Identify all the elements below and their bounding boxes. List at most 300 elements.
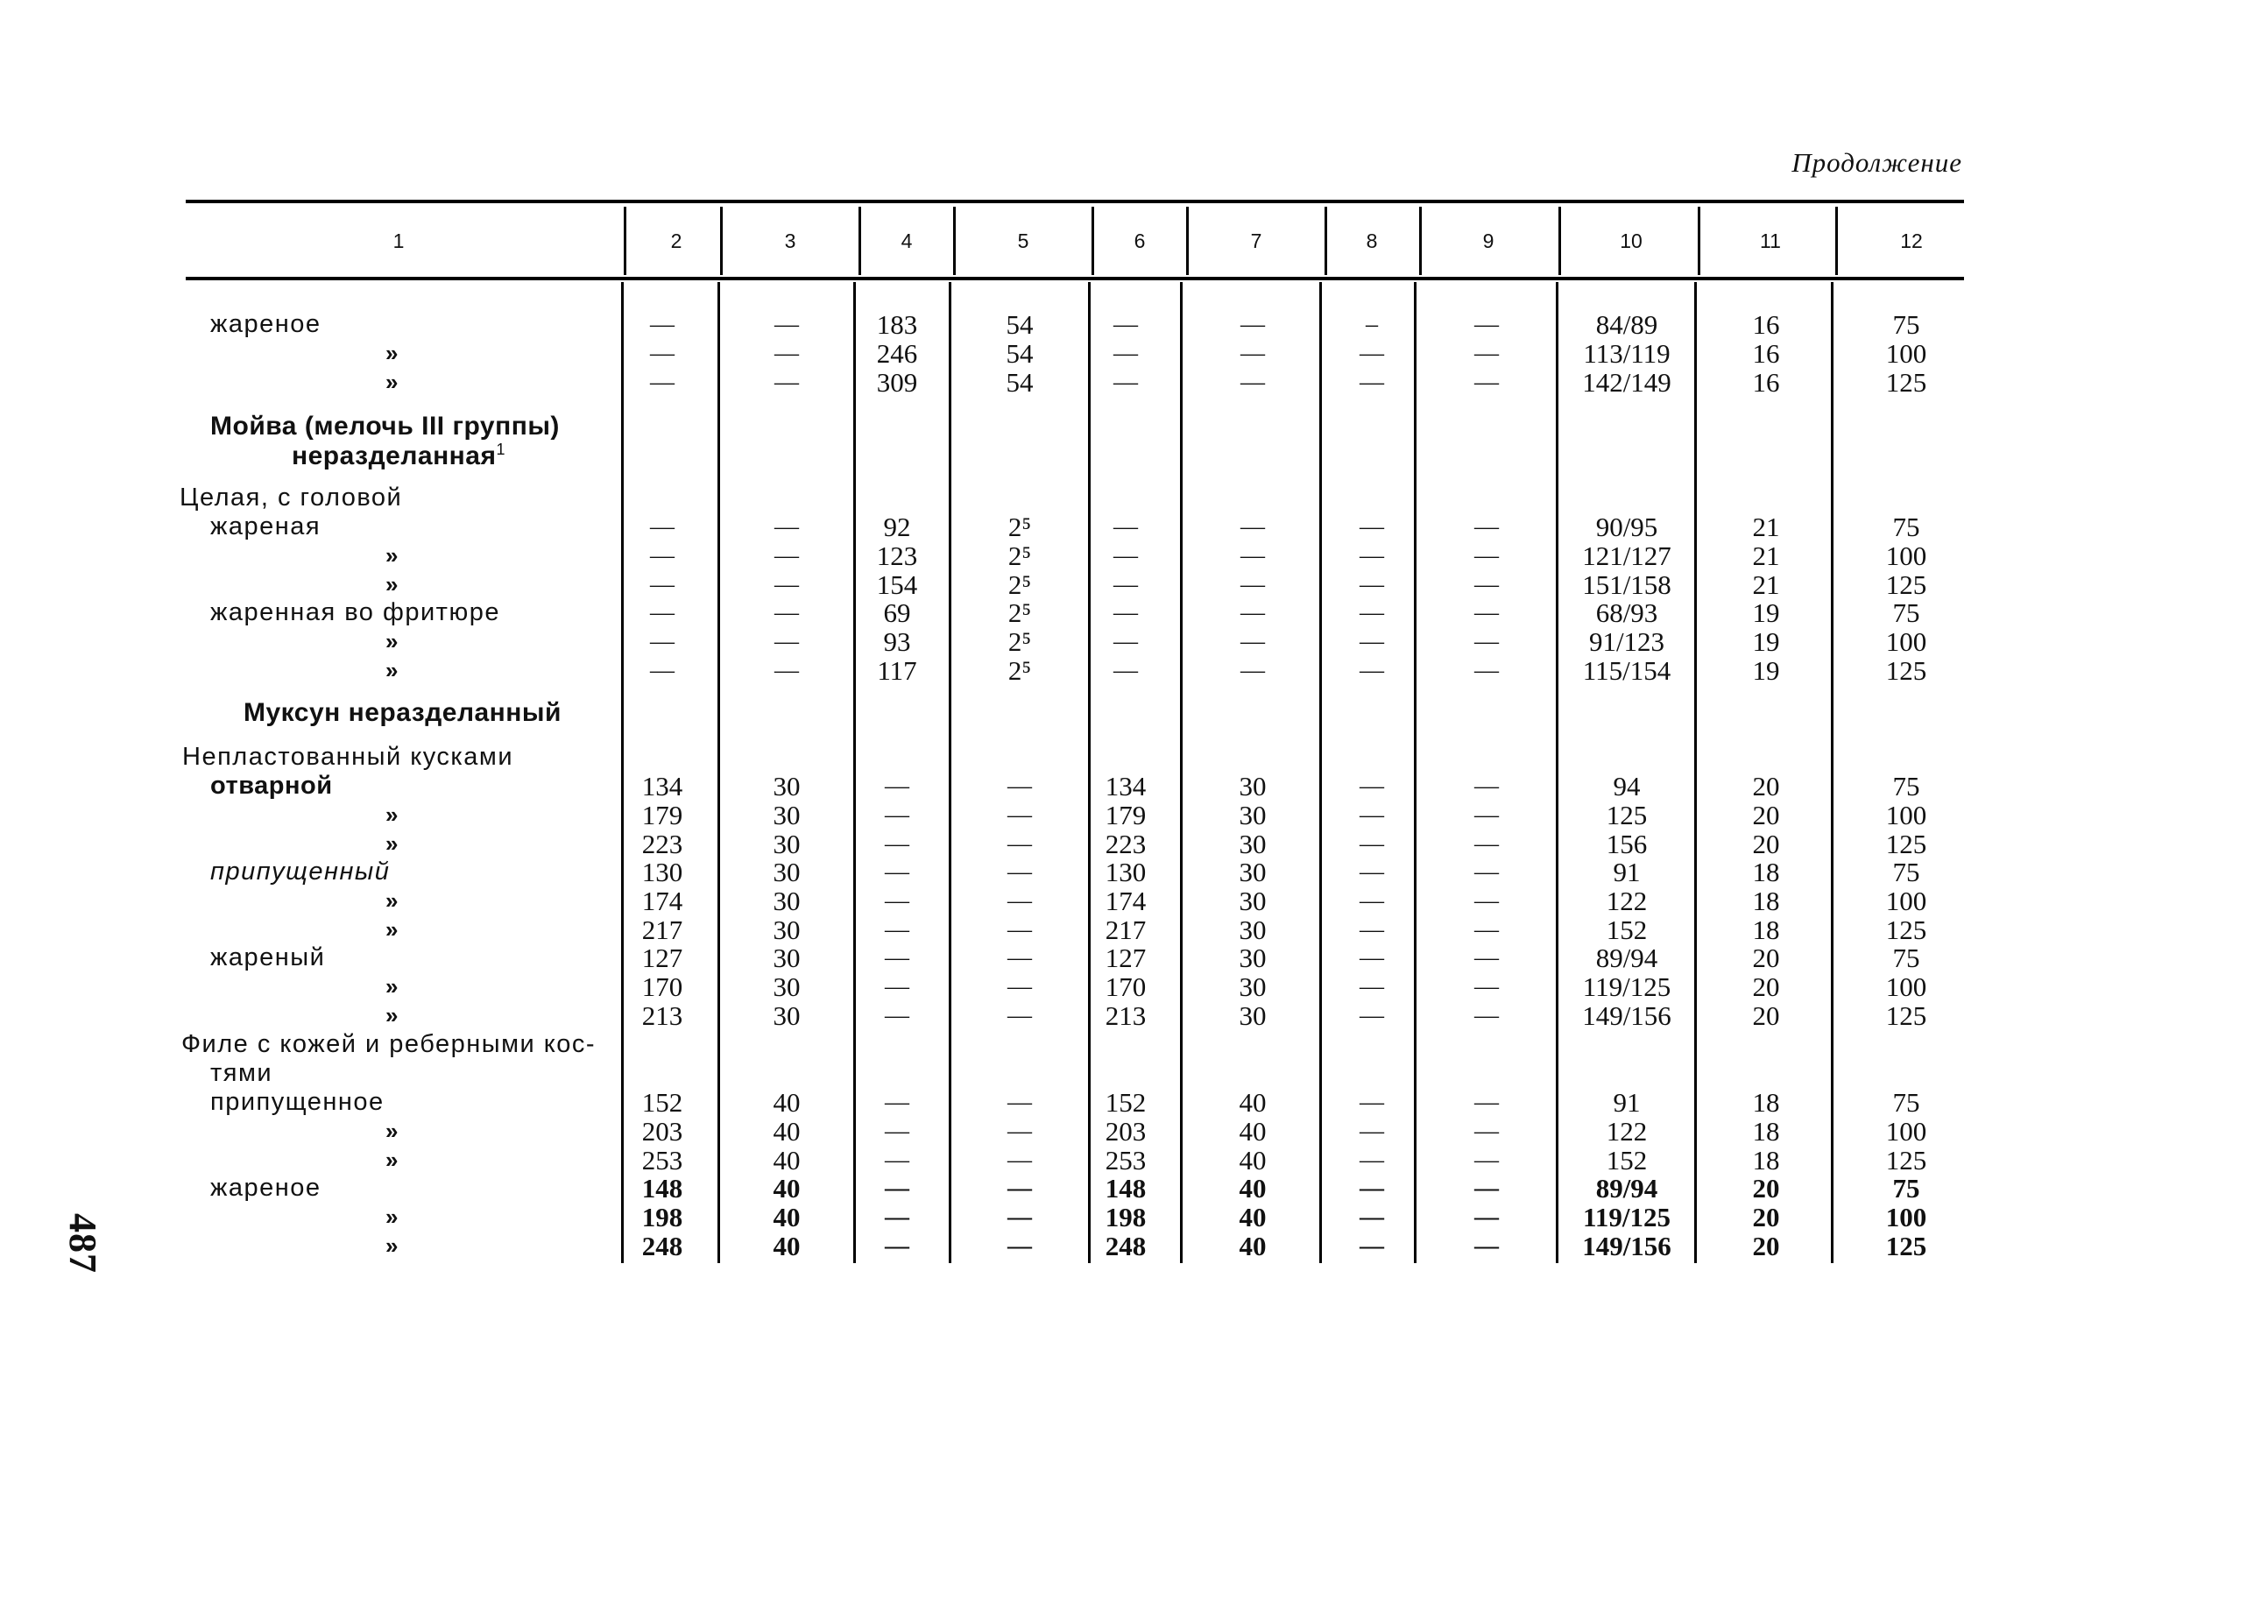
row-label: припущенное (210, 1088, 385, 1116)
table-cell-col-8: — (1360, 773, 1384, 800)
table-cell-col-9: — (1474, 973, 1499, 1000)
header-column-rule (1092, 207, 1094, 275)
table-cell-col-3: — (774, 369, 799, 396)
table-cell-col-5: — (1007, 801, 1032, 829)
table-cell-col-5: — (1007, 1204, 1032, 1231)
column-header: 9 (1482, 229, 1494, 252)
table-row (0, 858, 2268, 886)
header-column-rule (624, 207, 626, 275)
table-cell-col-7: 40 (1239, 1116, 1267, 1147)
header-column-rule (1186, 207, 1189, 275)
table-cell-col-9: — (1474, 1204, 1499, 1231)
table-cell-col-2: 130 (641, 857, 683, 887)
table-cell-col-3: 30 (773, 800, 801, 830)
table-cell-col-11: 20 (1752, 771, 1780, 801)
table-cell-col-5: 2⁵ (1007, 655, 1032, 686)
table-cell-col-12: 125 (1885, 1000, 1927, 1031)
table-cell-col-8: — (1360, 916, 1384, 943)
table-cell-col-9: — (1474, 1002, 1499, 1029)
table-cell-col-12: 125 (1885, 655, 1927, 686)
table-cell-col-8: — (1360, 369, 1384, 396)
header-column-rule (858, 207, 861, 275)
table-cell-col-3: 30 (773, 943, 801, 973)
table-cell-col-9: — (1474, 599, 1499, 626)
table-cell-col-4: — (885, 973, 909, 1000)
table-cell-col-6: 127 (1105, 943, 1147, 973)
table-cell-col-7: — (1240, 628, 1265, 655)
table-cell-col-2: 170 (641, 971, 683, 1002)
ditto-mark: » (385, 916, 399, 943)
ditto-mark: » (385, 1002, 399, 1028)
table-cell-col-8: — (1360, 830, 1384, 858)
table-cell-col-12: 100 (1885, 1116, 1927, 1147)
table-top-rule (186, 200, 1964, 203)
table-cell-col-7: — (1240, 340, 1265, 367)
ditto-mark: » (385, 1147, 399, 1173)
body-column-rule (949, 282, 951, 1263)
header-column-rule (1419, 207, 1422, 275)
table-cell-col-5: — (1007, 858, 1032, 886)
table-cell-col-3: 40 (773, 1202, 801, 1232)
table-cell-col-2: — (650, 369, 675, 396)
table-row (0, 1232, 2268, 1260)
table-cell-col-8: — (1360, 801, 1384, 829)
ditto-mark: » (385, 571, 399, 597)
table-cell-col-10: 119/125 (1583, 1202, 1671, 1232)
table-cell-col-3: — (774, 340, 799, 367)
table-cell-col-5: 2⁵ (1007, 597, 1032, 628)
header-column-rule (1558, 207, 1561, 275)
table-cell-col-12: 125 (1885, 1231, 1927, 1261)
ditto-mark: » (385, 801, 399, 828)
table-cell-col-6: 174 (1105, 886, 1147, 916)
header-column-rule (953, 207, 956, 275)
table-cell-col-7: — (1240, 369, 1265, 396)
table-cell-col-3: 30 (773, 1000, 801, 1031)
table-cell-col-12: 125 (1885, 367, 1927, 398)
row-label: тями (210, 1059, 273, 1087)
footnote-mark: 1 (496, 441, 506, 458)
table-cell-col-10: 152 (1606, 914, 1648, 945)
ditto-mark: » (385, 340, 399, 366)
table-cell-col-4: — (885, 1147, 909, 1174)
column-header: 10 (1620, 229, 1643, 252)
column-header: 6 (1134, 229, 1146, 252)
table-cell-col-5: 54 (1006, 338, 1034, 369)
table-cell-col-4: — (885, 801, 909, 829)
table-cell-col-10: 89/94 (1595, 1173, 1658, 1204)
table-cell-col-11: 20 (1752, 1231, 1780, 1261)
table-cell-col-11: 18 (1752, 886, 1780, 916)
row-label: жареное (210, 1174, 321, 1202)
table-cell-col-6: — (1113, 542, 1138, 569)
table-cell-col-4: 154 (876, 569, 918, 600)
table-cell-col-3: — (774, 628, 799, 655)
table-cell-col-8: — (1360, 1089, 1384, 1116)
table-row (0, 772, 2268, 801)
table-cell-col-11: 20 (1752, 943, 1780, 973)
table-cell-col-3: 40 (773, 1173, 801, 1204)
table-cell-col-2: 198 (641, 1202, 683, 1232)
table-cell-col-5: — (1007, 1175, 1032, 1202)
body-column-rule (853, 282, 856, 1263)
table-cell-col-3: 40 (773, 1231, 801, 1261)
table-cell-col-6: 198 (1105, 1202, 1147, 1232)
table-cell-col-10: 113/119 (1583, 338, 1671, 369)
table-cell-col-3: 40 (773, 1087, 801, 1118)
ditto-mark: » (385, 973, 399, 999)
table-cell-col-12: 75 (1892, 512, 1920, 542)
table-cell-col-5: 2⁵ (1007, 540, 1032, 571)
row-label: отварной (210, 772, 333, 800)
table-cell-col-3: — (774, 542, 799, 569)
table-cell-col-8: — (1360, 973, 1384, 1000)
table-cell-col-2: — (650, 571, 675, 598)
table-cell-col-6: 170 (1105, 971, 1147, 1002)
ditto-mark: » (385, 887, 399, 914)
table-cell-col-6: 223 (1105, 829, 1147, 859)
table-cell-col-7: — (1240, 571, 1265, 598)
body-column-rule (1556, 282, 1558, 1263)
table-cell-col-2: 253 (641, 1145, 683, 1176)
table-cell-col-5: — (1007, 916, 1032, 943)
table-cell-col-3: 30 (773, 971, 801, 1002)
table-row (0, 830, 2268, 858)
table-cell-col-10: 94 (1613, 771, 1641, 801)
table-cell-col-5: — (1007, 973, 1032, 1000)
table-cell-col-6: 248 (1105, 1231, 1147, 1261)
table-cell-col-7: 40 (1239, 1231, 1267, 1261)
table-cell-col-12: 125 (1885, 569, 1927, 600)
table-cell-col-2: — (650, 599, 675, 626)
body-column-rule (1694, 282, 1697, 1263)
table-cell-col-12: 100 (1885, 540, 1927, 571)
body-column-rule (1088, 282, 1091, 1263)
table-cell-col-11: 18 (1752, 857, 1780, 887)
table-cell-col-4: — (885, 858, 909, 886)
header-column-rule (1325, 207, 1327, 275)
table-cell-col-4: 123 (876, 540, 918, 571)
table-cell-col-4: 246 (876, 338, 918, 369)
continuation-label: Продолжение (1791, 147, 1962, 178)
body-column-rule (1831, 282, 1833, 1263)
table-cell-col-9: — (1474, 858, 1499, 886)
table-cell-col-2: 148 (641, 1173, 683, 1204)
body-column-rule (1414, 282, 1417, 1263)
table-cell-col-4: — (885, 1204, 909, 1231)
table-cell-col-6: 134 (1105, 771, 1147, 801)
table-cell-col-10: 152 (1606, 1145, 1648, 1176)
table-cell-col-5: — (1007, 1089, 1032, 1116)
table-cell-col-10: 122 (1606, 1116, 1648, 1147)
table-cell-col-7: 30 (1239, 914, 1267, 945)
table-row (0, 801, 2268, 830)
table-row (0, 972, 2268, 1001)
table-cell-col-3: 40 (773, 1145, 801, 1176)
ditto-mark: » (385, 1118, 399, 1144)
table-cell-col-5: — (1007, 887, 1032, 914)
header-column-rule (720, 207, 723, 275)
table-cell-col-10: 149/156 (1582, 1231, 1671, 1261)
body-column-rule (621, 282, 624, 1263)
table-cell-col-3: 40 (773, 1116, 801, 1147)
table-cell-col-4: — (885, 830, 909, 858)
table-cell-col-4: 309 (876, 367, 918, 398)
table-cell-col-5: — (1007, 1232, 1032, 1260)
table-cell-col-3: 30 (773, 857, 801, 887)
table-cell-col-2: 223 (641, 829, 683, 859)
table-cell-col-10: 149/156 (1582, 1000, 1671, 1031)
table-cell-col-7: 40 (1239, 1202, 1267, 1232)
table-cell-col-9: — (1474, 571, 1499, 598)
table-cell-col-11: 20 (1752, 971, 1780, 1002)
table-cell-col-2: 203 (641, 1116, 683, 1147)
table-cell-col-11: 16 (1752, 367, 1780, 398)
table-row (0, 1117, 2268, 1146)
table-cell-col-5: 2⁵ (1007, 626, 1032, 657)
table-cell-col-10: 151/158 (1582, 569, 1671, 600)
table-cell-col-2: — (650, 513, 675, 540)
table-row (0, 310, 2268, 339)
section-heading-muksun: Муксун неразделанный (244, 698, 562, 727)
table-cell-col-6: — (1113, 599, 1138, 626)
table-cell-col-3: 30 (773, 771, 801, 801)
header-column-rule (1835, 207, 1838, 275)
table-cell-col-11: 16 (1752, 338, 1780, 369)
column-header: 7 (1250, 229, 1262, 252)
table-cell-col-8: — (1360, 599, 1384, 626)
table-cell-col-4: — (885, 1002, 909, 1029)
table-cell-col-11: 20 (1752, 829, 1780, 859)
table-cell-col-12: 100 (1885, 338, 1927, 369)
ditto-mark: » (385, 628, 399, 654)
table-cell-col-9: — (1474, 830, 1499, 858)
table-cell-col-10: 89/94 (1595, 943, 1658, 973)
table-row (0, 541, 2268, 570)
table-cell-col-6: — (1113, 369, 1138, 396)
table-cell-col-2: 127 (641, 943, 683, 973)
table-cell-col-11: 18 (1752, 1145, 1780, 1176)
table-cell-col-6: 179 (1105, 800, 1147, 830)
table-cell-col-5: 54 (1006, 367, 1034, 398)
table-cell-col-7: 40 (1239, 1173, 1267, 1204)
table-cell-col-5: — (1007, 1147, 1032, 1174)
table-cell-col-12: 75 (1892, 309, 1920, 340)
table-cell-col-12: 100 (1885, 886, 1927, 916)
table-cell-col-8: — (1360, 1204, 1384, 1231)
table-cell-col-2: 213 (641, 1000, 683, 1031)
table-cell-col-6: 130 (1105, 857, 1147, 887)
table-cell-col-3: — (774, 571, 799, 598)
table-cell-col-9: — (1474, 887, 1499, 914)
table-cell-col-9: — (1474, 1147, 1499, 1174)
table-row (0, 915, 2268, 944)
row-label: жареная (210, 512, 321, 540)
table-cell-col-8: — (1360, 657, 1384, 684)
table-cell-col-2: — (650, 657, 675, 684)
table-cell-col-9: — (1474, 1232, 1499, 1260)
table-cell-col-6: — (1113, 571, 1138, 598)
table-cell-col-10: 91/123 (1588, 626, 1665, 657)
table-cell-col-7: — (1240, 599, 1265, 626)
table-cell-col-7: 30 (1239, 1000, 1267, 1031)
column-header: 12 (1900, 229, 1923, 252)
table-cell-col-2: 179 (641, 800, 683, 830)
table-cell-col-12: 125 (1885, 1145, 1927, 1176)
table-cell-col-4: 117 (877, 655, 917, 686)
table-cell-col-9: — (1474, 916, 1499, 943)
table-cell-col-5: — (1007, 830, 1032, 858)
body-column-rule (717, 282, 720, 1263)
table-cell-col-6: — (1113, 340, 1138, 367)
table-cell-col-12: 75 (1892, 597, 1920, 628)
table-cell-col-10: 121/127 (1582, 540, 1671, 571)
table-cell-col-2: — (650, 628, 675, 655)
table-cell-col-7: 40 (1239, 1087, 1267, 1118)
table-cell-col-3: — (774, 657, 799, 684)
table-cell-col-5: — (1007, 1118, 1032, 1145)
ditto-mark: » (385, 1232, 399, 1259)
table-cell-col-2: 217 (641, 914, 683, 945)
table-row (0, 656, 2268, 685)
table-row (0, 368, 2268, 397)
table-cell-col-9: — (1474, 657, 1499, 684)
table-row (0, 886, 2268, 915)
table-cell-col-3: 30 (773, 829, 801, 859)
table-cell-col-5: — (1007, 773, 1032, 800)
row-label: Непластованный кусками (182, 743, 514, 771)
table-cell-col-8: — (1360, 542, 1384, 569)
table-cell-col-12: 100 (1885, 800, 1927, 830)
table-cell-col-12: 125 (1885, 914, 1927, 945)
table-cell-col-2: — (650, 542, 675, 569)
table-cell-col-4: — (885, 1089, 909, 1116)
table-cell-col-8: — (1360, 513, 1384, 540)
table-cell-col-7: 30 (1239, 971, 1267, 1002)
table-cell-col-6: 203 (1105, 1116, 1147, 1147)
body-column-rule (1180, 282, 1183, 1263)
table-cell-col-5: 2⁵ (1007, 512, 1032, 542)
table-cell-col-7: 30 (1239, 857, 1267, 887)
table-cell-col-3: 30 (773, 886, 801, 916)
table-cell-col-10: 84/89 (1595, 309, 1658, 340)
table-cell-col-11: 20 (1752, 1173, 1780, 1204)
section-heading-moyva: Мойва (мелочь III группы) (210, 412, 560, 441)
row-label: Целая, с головой (180, 484, 403, 512)
table-cell-col-12: 75 (1892, 1087, 1920, 1118)
table-cell-col-10: 156 (1606, 829, 1648, 859)
table-cell-col-8: — (1360, 887, 1384, 914)
table-row (0, 943, 2268, 972)
table-cell-col-3: — (774, 513, 799, 540)
column-header: 4 (901, 229, 913, 252)
table-cell-col-7: 30 (1239, 943, 1267, 973)
table-cell-col-4: — (885, 1175, 909, 1202)
table-cell-col-6: 148 (1105, 1173, 1147, 1204)
table-cell-col-8: — (1360, 858, 1384, 886)
table-cell-col-10: 125 (1606, 800, 1648, 830)
ditto-mark: » (385, 369, 399, 395)
table-cell-col-6: — (1113, 628, 1138, 655)
table-cell-col-2: — (650, 340, 675, 367)
table-cell-col-12: 100 (1885, 1202, 1927, 1232)
table-cell-col-8: — (1360, 1147, 1384, 1174)
row-label: жаренная во фритюре (210, 598, 500, 626)
table-cell-col-8: — (1360, 944, 1384, 971)
table-cell-col-12: 100 (1885, 971, 1927, 1002)
table-cell-col-6: 152 (1105, 1087, 1147, 1118)
table-cell-col-11: 20 (1752, 1000, 1780, 1031)
table-cell-col-9: — (1474, 369, 1499, 396)
table-cell-col-11: 18 (1752, 914, 1780, 945)
table-cell-col-11: 20 (1752, 800, 1780, 830)
section-heading-moyva-line2 (292, 441, 505, 471)
column-header: 5 (1017, 229, 1029, 252)
table-cell-col-2: — (650, 311, 675, 338)
table-cell-col-10: 91 (1613, 1087, 1641, 1118)
table-cell-col-11: 18 (1752, 1116, 1780, 1147)
table-row (0, 1174, 2268, 1203)
table-cell-col-8: — (1360, 571, 1384, 598)
table-cell-col-7: — (1240, 513, 1265, 540)
table-row (0, 512, 2268, 541)
table-cell-col-11: 21 (1752, 512, 1780, 542)
table-cell-col-7: 30 (1239, 886, 1267, 916)
table-cell-col-4: 92 (883, 512, 911, 542)
row-label: припущенный (210, 858, 391, 886)
table-cell-col-11: 20 (1752, 1202, 1780, 1232)
table-cell-col-10: 142/149 (1582, 367, 1671, 398)
table-row (0, 570, 2268, 599)
column-header: 1 (392, 229, 405, 252)
table-cell-col-11: 16 (1752, 309, 1780, 340)
table-cell-col-4: — (885, 887, 909, 914)
table-cell-col-6: — (1113, 513, 1138, 540)
page-number: 487 (61, 1213, 104, 1274)
table-cell-col-7: 30 (1239, 771, 1267, 801)
table-cell-col-9: — (1474, 513, 1499, 540)
table-cell-col-11: 19 (1752, 626, 1780, 657)
table-cell-col-6: 253 (1105, 1145, 1147, 1176)
table-cell-col-11: 21 (1752, 540, 1780, 571)
table-cell-col-8: — (1360, 1175, 1384, 1202)
table-cell-col-9: — (1474, 1089, 1499, 1116)
table-row (0, 1146, 2268, 1175)
table-cell-col-6: 217 (1105, 914, 1147, 945)
column-header: 8 (1366, 229, 1378, 252)
table-cell-col-7: 30 (1239, 800, 1267, 830)
table-cell-col-2: 134 (641, 771, 683, 801)
table-cell-col-4: — (885, 1232, 909, 1260)
table-cell-col-4: 93 (883, 626, 911, 657)
column-header: 11 (1760, 229, 1781, 252)
table-cell-col-9: — (1474, 340, 1499, 367)
table-cell-col-8: — (1360, 1118, 1384, 1145)
table-cell-col-5: 54 (1006, 309, 1034, 340)
table-cell-col-2: 174 (641, 886, 683, 916)
section-heading-moyva-text: неразделанная (292, 441, 497, 470)
ditto-mark: » (385, 657, 399, 683)
table-cell-col-9: — (1474, 773, 1499, 800)
row-label: жареное (210, 310, 321, 338)
table-cell-col-5: — (1007, 1002, 1032, 1029)
ditto-mark: » (385, 1204, 399, 1230)
table-cell-col-6: — (1113, 657, 1138, 684)
table-row (0, 1203, 2268, 1232)
table-cell-col-9: — (1474, 801, 1499, 829)
table-cell-col-6: — (1113, 311, 1138, 338)
table-cell-col-11: 21 (1752, 569, 1780, 600)
